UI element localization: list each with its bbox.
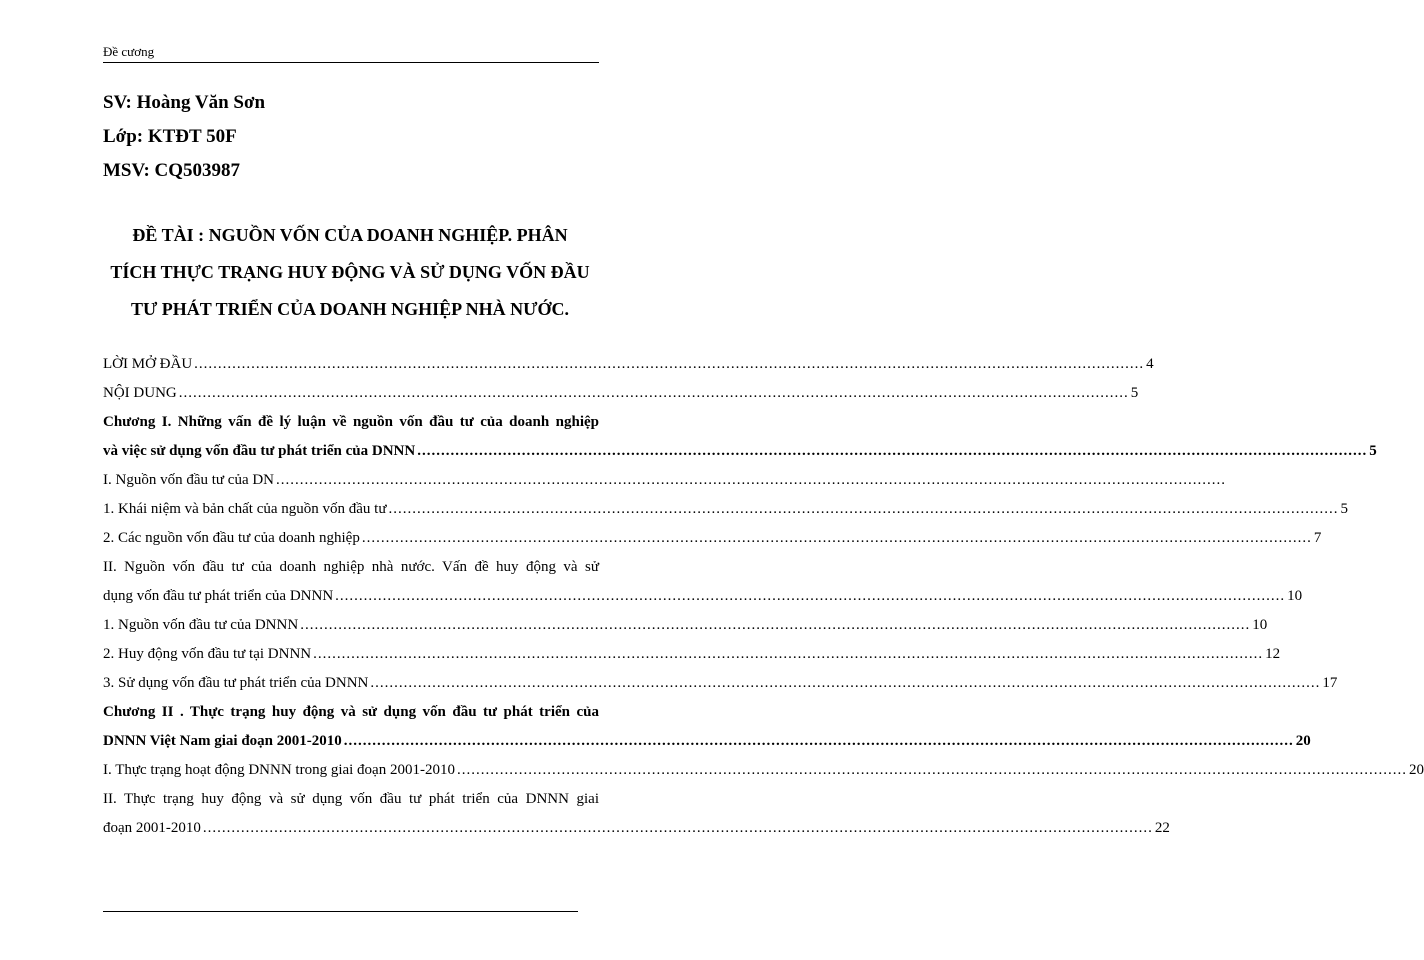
toc-entry-text: và việc sử dụng vốn đầu tư phát triển của DNNN	[103, 443, 416, 459]
toc-leader-dots: ........................................................................................................................................................................................................	[202, 820, 1153, 836]
toc-entry-page: 17	[1322, 675, 1338, 691]
toc-entry[interactable]	[103, 611, 1268, 640]
page-header: Đề cương	[103, 44, 155, 59]
toc-entry[interactable]	[103, 756, 1424, 785]
toc-leader-dots: ........................................................................................................................................................................................................	[456, 762, 1407, 778]
toc-leader-dots: ........................................................................................................................................................................................................	[370, 675, 1321, 691]
toc-entry-page: 20	[1295, 733, 1311, 749]
student-class: Lớp: KTĐT 50F	[103, 126, 237, 147]
toc-entry-page: 22	[1154, 820, 1170, 836]
toc-entry-chapter[interactable]	[103, 698, 1311, 756]
toc-entry-text: đoạn 2001-2010	[103, 820, 201, 836]
toc-entry-text: LỜI MỞ ĐẦU	[103, 356, 193, 372]
toc-entry[interactable]	[103, 379, 1139, 408]
student-id: MSV: CQ503987	[103, 160, 241, 181]
toc-entry[interactable]	[103, 553, 1303, 611]
toc-entry-text-line1: Chương II . Thực trạng huy động và sử dụng vốn đầu tư phát triển của	[103, 704, 599, 720]
toc-entry-page: 7	[1313, 530, 1322, 546]
toc-entry-text: DNNN Việt Nam giai đoạn 2001-2010	[103, 733, 342, 749]
student-name: SV: Hoàng Văn Sơn	[103, 92, 266, 113]
toc-entry[interactable]	[103, 466, 1227, 495]
toc-entry-text-line1: Chương I. Những vấn đề lý luận về nguồn vốn đầu tư của doanh nghiệp	[103, 414, 599, 430]
toc-leader-dots: ........................................................................................................................................................................................................	[361, 530, 1312, 546]
toc-leader-dots: ........................................................................................................................................................................................................	[276, 472, 1227, 488]
toc-entry-text: 1. Nguồn vốn đầu tư của DNNN	[103, 617, 299, 633]
toc-entry-text-line1: II. Thực trạng huy động và sử dụng vốn đầu tư phát triển của DNNN giai	[103, 791, 599, 807]
toc-entry-text: dụng vốn đầu tư phát triển của DNNN	[103, 588, 334, 604]
toc-entry-page: 10	[1287, 588, 1303, 604]
table-of-contents	[103, 350, 1424, 843]
toc-entry-chapter[interactable]	[103, 408, 1377, 466]
toc-entry[interactable]	[103, 524, 1322, 553]
toc-entry-text: I. Thực trạng hoạt động DNNN trong giai đoạn 2001-2010	[103, 762, 455, 778]
toc-entry-text: 2. Các nguồn vốn đầu tư của doanh nghiệp	[103, 530, 360, 546]
toc-entry-text: 2. Huy động vốn đầu tư tại DNNN	[103, 646, 312, 662]
toc-leader-dots: ........................................................................................................................................................................................................	[313, 646, 1264, 662]
toc-entry-page: 5	[1340, 501, 1348, 517]
toc-leader-dots: ........................................................................................................................................................................................................	[300, 617, 1251, 633]
toc-entry-page: 5	[1130, 385, 1139, 401]
toc-entry[interactable]	[103, 669, 1338, 698]
thesis-title	[100, 217, 600, 328]
toc-entry-page: 10	[1252, 617, 1268, 633]
toc-entry-text: I. Nguồn vốn đầu tư của DN	[103, 472, 275, 488]
toc-leader-dots: ........................................................................................................................................................................................................	[335, 588, 1286, 604]
toc-entry-page: 5	[1369, 443, 1377, 459]
toc-leader-dots: ........................................................................................................................................................................................................	[417, 443, 1368, 459]
toc-leader-dots: ........................................................................................................................................................................................................	[388, 501, 1339, 517]
toc-leader-dots: ........................................................................................................................................................................................................	[343, 733, 1294, 749]
title-line: TÍCH THỰC TRẠNG HUY ĐỘNG VÀ SỬ DỤNG VỐN ĐẦU	[110, 262, 590, 282]
toc-entry-text: NỘI DUNG	[103, 385, 177, 401]
toc-entry[interactable]	[103, 350, 1154, 379]
toc-entry-text: 3. Sử dụng vốn đầu tư phát triển của DNNN	[103, 675, 369, 691]
toc-entry[interactable]	[103, 640, 1281, 669]
title-line: ĐỀ TÀI : NGUỒN VỐN CỦA DOANH NGHIỆP. PHÂN	[132, 225, 568, 245]
toc-entry[interactable]	[103, 495, 1348, 524]
toc-entry[interactable]	[103, 785, 1170, 843]
toc-entry-page: 20	[1408, 762, 1424, 778]
header-divider	[103, 62, 599, 63]
toc-entry-text-line1: II. Nguồn vốn đầu tư của doanh nghiệp nhà nước. Vấn đề huy động và sử	[103, 559, 599, 575]
toc-entry-page: 12	[1265, 646, 1281, 662]
toc-leader-dots: ........................................................................................................................................................................................................	[194, 356, 1145, 372]
toc-leader-dots: ........................................................................................................................................................................................................	[178, 385, 1129, 401]
toc-entry-text: 1. Khái niệm và bản chất của nguồn vốn đầu tư	[103, 501, 387, 517]
title-line: TƯ PHÁT TRIỂN CỦA DOANH NGHIỆP NHÀ NƯỚC.	[130, 299, 570, 319]
toc-entry-page: 4	[1146, 356, 1154, 372]
footer-divider	[103, 911, 578, 912]
